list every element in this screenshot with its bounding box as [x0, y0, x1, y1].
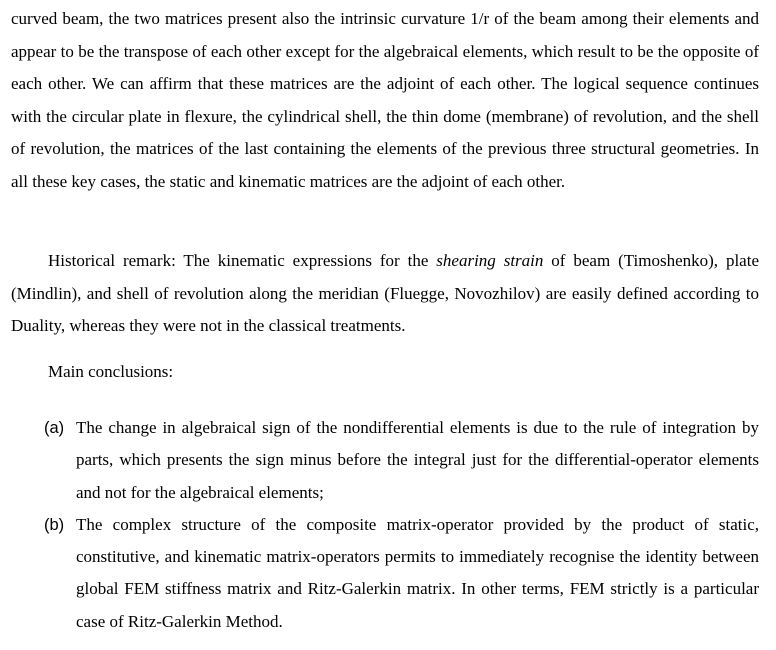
historical-remark-text-start: Historical remark: The kinematic expressions for the [48, 251, 437, 270]
conclusion-text-b: The complex structure of the composite matrix-operator provided by the product of static, constitutive, and kinematic matrix-operators permits to immediately recognise the identity between global FEM stiffness matrix and Ritz-Galerkin matrix. In other terms, FEM strictly is a particular case of Ritz-Galerkin Method. [76, 514, 759, 631]
list-marker-b: (b) [44, 515, 65, 534]
conclusion-text-a: The change in algebraical sign of the nondifferential elements is due to the rule of integration by parts, which presents the sign minus before the integral just for the differential-operator elements and not for the algebraical elements; [76, 418, 759, 502]
conclusions-list [0, 412, 776, 638]
main-conclusions-heading: Main conclusions: [48, 362, 174, 381]
list-marker-a: (a) [44, 419, 65, 437]
paragraph-curved-beam: curved beam, the two matrices present also the intrinsic curvature 1/r of the beam among their elements and appear to be the transpose of each other except for the algebraical elements, which result to be the opposite of each other. We can affirm that these matrices are the adjoint of each other. The logical sequence continues with the circular plate in flexure, the cylindrical shell, the thin dome (membrane) of revolution, and the shell of revolution, the matrices of the last containing the elements of the previous three structural geometries. In all these key cases, the static and kinematic matrices are the adjoint of each other. [11, 9, 759, 191]
conclusion-item-b [0, 509, 776, 638]
shearing-strain-emphasis: shearing strain [436, 251, 544, 270]
historical-remark-text-end: of beam (Timoshenko), plate (Mindlin), and shell of revolution along the meridian (Fluegge, Novozhilov) are easily defined according to Duality, whereas they were not in the classical treatments. [11, 251, 759, 336]
paragraph-historical-remark [11, 245, 759, 343]
conclusion-item-a [0, 412, 776, 509]
